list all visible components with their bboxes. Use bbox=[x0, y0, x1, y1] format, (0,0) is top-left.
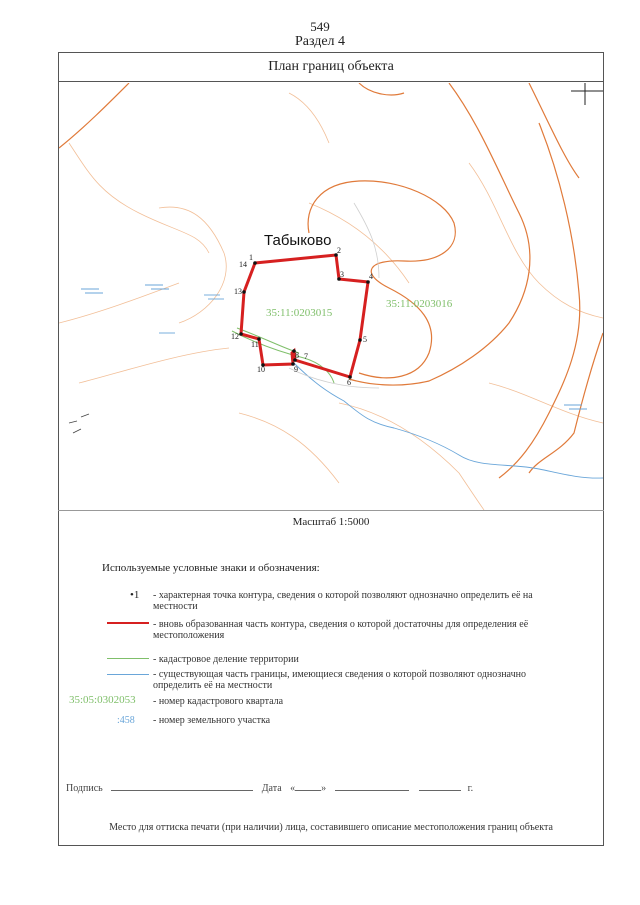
legend-item-text: - характерная точка контура, сведения о которой позволяют однозначно определить её на местности bbox=[153, 590, 533, 612]
legend-item-text: - существующая часть границы, имеющиеся сведения о которой позволяют однозначно определить её на местности bbox=[153, 669, 526, 691]
point-label: 8 bbox=[295, 351, 299, 360]
day-field[interactable] bbox=[295, 781, 321, 791]
relief-lines bbox=[59, 83, 603, 478]
stream-line bbox=[294, 363, 603, 478]
legend-item-text: - номер кадастрового квартала bbox=[153, 696, 284, 707]
legend-item-text: - вновь образованная часть контура, сведения о которой достаточны для определения её местоположения bbox=[153, 619, 529, 641]
signature-row bbox=[66, 781, 473, 794]
point-label: 10 bbox=[257, 365, 265, 374]
legend-item-text: - номер земельного участка bbox=[153, 715, 271, 726]
relief-line bbox=[349, 83, 530, 385]
boundary-map bbox=[59, 83, 603, 510]
scale-label: Масштаб 1:5000 bbox=[292, 516, 370, 528]
relief-line bbox=[308, 181, 455, 378]
year-field[interactable] bbox=[419, 781, 461, 791]
legend-existing-boundary-swatch bbox=[107, 673, 149, 676]
cadastral-quarter-label: 35:11:0203016 bbox=[386, 298, 453, 310]
cadastral-line bbox=[232, 331, 334, 383]
point-label: 1 bbox=[249, 253, 253, 262]
legend-parcel-symbol: :458 bbox=[117, 715, 135, 726]
signature-field[interactable] bbox=[111, 781, 253, 791]
survey-marker bbox=[571, 83, 603, 105]
relief-line bbox=[359, 83, 404, 95]
legend-item-text: - кадастровое деление территории bbox=[153, 654, 299, 665]
point-label: 11 bbox=[251, 340, 259, 349]
quote-close: » bbox=[321, 783, 327, 794]
point-label: 2 bbox=[337, 246, 341, 255]
legend-point-symbol: •1 bbox=[130, 589, 140, 601]
cadastral-quarter-label: 35:11:0203015 bbox=[266, 307, 333, 319]
legend-cadastral-swatch bbox=[107, 657, 149, 660]
year-suffix: г. bbox=[467, 783, 474, 794]
relief-line bbox=[289, 93, 329, 143]
relief-line bbox=[499, 123, 580, 478]
point-label: 7 bbox=[304, 352, 308, 361]
date-label: Дата bbox=[261, 783, 282, 794]
point-label: 12 bbox=[231, 332, 239, 341]
point-label: 3 bbox=[340, 270, 344, 279]
month-field[interactable] bbox=[335, 781, 409, 791]
signature-label: Подпись bbox=[66, 783, 103, 794]
relief-line bbox=[59, 83, 129, 148]
legend-heading: Используемые условные знаки и обозначения: bbox=[102, 562, 320, 574]
water-symbols bbox=[81, 285, 587, 409]
legend-boundary-swatch bbox=[107, 621, 149, 625]
point-label: 13 bbox=[234, 287, 242, 296]
relief-line bbox=[239, 413, 339, 483]
relief-line bbox=[79, 348, 229, 383]
stamp-place-text: Место для оттиска печати (при наличии) лица, составившего описание местоположения границ объекта bbox=[109, 822, 553, 833]
point-label: 5 bbox=[363, 335, 367, 344]
point-label: 9 bbox=[294, 365, 298, 374]
relief-light-lines bbox=[59, 93, 603, 510]
cadastral-line bbox=[237, 328, 299, 353]
scale-divider bbox=[58, 510, 604, 511]
relief-line bbox=[469, 163, 603, 318]
page-number: 549 bbox=[310, 19, 330, 34]
point-label: 4 bbox=[369, 272, 373, 281]
relief-line bbox=[529, 333, 603, 473]
plan-title: План границ объекта bbox=[58, 52, 604, 82]
point-label: 14 bbox=[239, 260, 247, 269]
section-title: Раздел 4 bbox=[294, 34, 346, 49]
point-label: 6 bbox=[347, 378, 351, 387]
relief-line bbox=[159, 207, 226, 323]
place-name-label: Табыково bbox=[264, 232, 332, 249]
quote-open: « bbox=[290, 783, 296, 794]
marsh-symbols bbox=[69, 414, 89, 433]
legend-quarter-symbol: 35:05:0302053 bbox=[69, 694, 136, 706]
relief-line bbox=[69, 143, 209, 253]
